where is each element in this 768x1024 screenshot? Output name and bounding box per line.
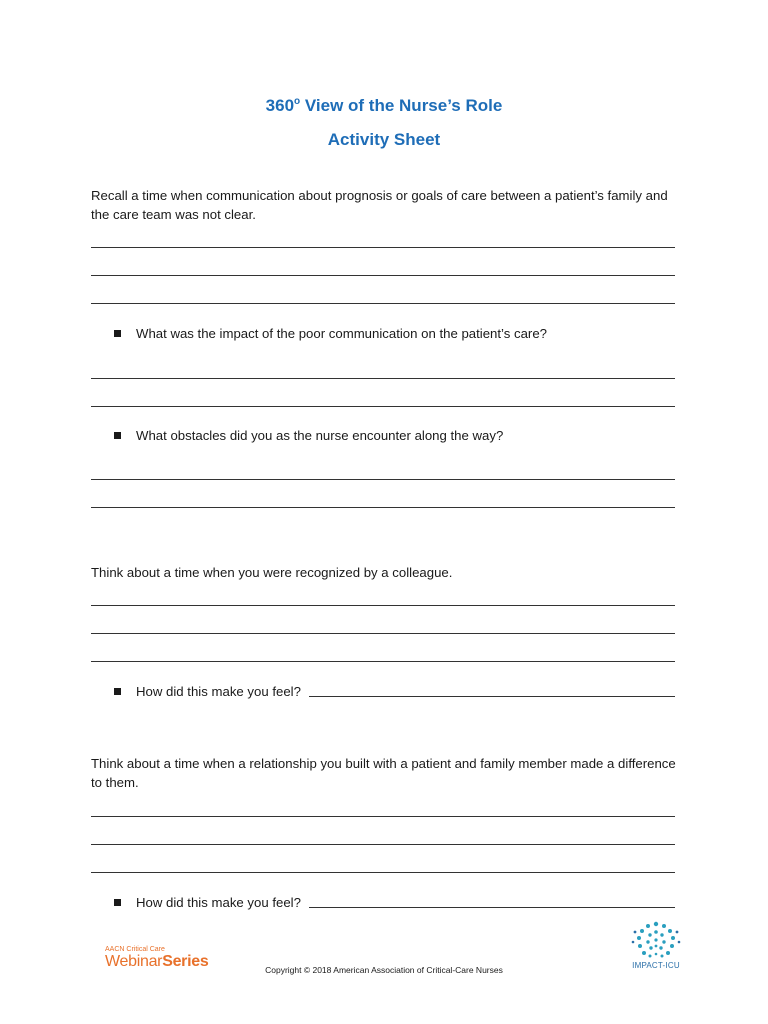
bullet-square-icon [114,330,121,337]
answer-line[interactable] [91,303,675,304]
answer-line[interactable] [91,247,675,248]
aacn-logo-text: AACN Critical Care [105,946,165,953]
answer-line[interactable] [91,633,675,634]
degree-superscript: o [294,96,301,107]
answer-line[interactable] [309,907,675,908]
webinar-series-wordmark: WebinarSeries [105,953,209,970]
answer-line[interactable] [309,696,675,697]
answer-line[interactable] [91,479,675,480]
impact-icu-dots-icon [626,920,686,962]
page-subtitle: Activity Sheet [327,130,441,149]
copyright-notice: Copyright © 2018 American Association of Critical-Care Nurses [265,965,503,975]
answer-line[interactable] [91,661,675,662]
section1-question-obstacles: What obstacles did you as the nurse encounter along the way? [136,428,504,443]
impact-icu-wordmark: IMPACT-ICU [632,961,680,970]
bullet-square-icon [114,688,121,695]
answer-line[interactable] [91,378,675,379]
answer-line[interactable] [91,872,675,873]
page-title: 360$^o$ View of the Nurse’s Role [265,96,503,115]
answer-line[interactable] [91,844,675,845]
answer-line[interactable] [91,275,675,276]
impact-icu-logo [626,920,686,976]
bullet-square-icon [114,899,121,906]
section1-question-impact: What was the impact of the poor communication on the patient’s care? [136,326,547,341]
section2-prompt: Think about a time when you were recognized by a colleague. [91,565,453,580]
answer-line[interactable] [91,406,675,407]
answer-line[interactable] [91,605,675,606]
answer-line[interactable] [91,816,675,817]
bullet-square-icon [114,432,121,439]
section1-prompt: Recall a time when communication about prognosis or goals of care between a patient’s family and the care team was not clear. [91,188,668,222]
answer-line[interactable] [91,507,675,508]
section2-question-feel: How did this make you feel? [136,684,301,699]
section3-prompt: Think about a time when a relationship you built with a patient and family member made a difference to them. [91,756,676,790]
section3-question-feel: How did this make you feel? [136,895,301,910]
